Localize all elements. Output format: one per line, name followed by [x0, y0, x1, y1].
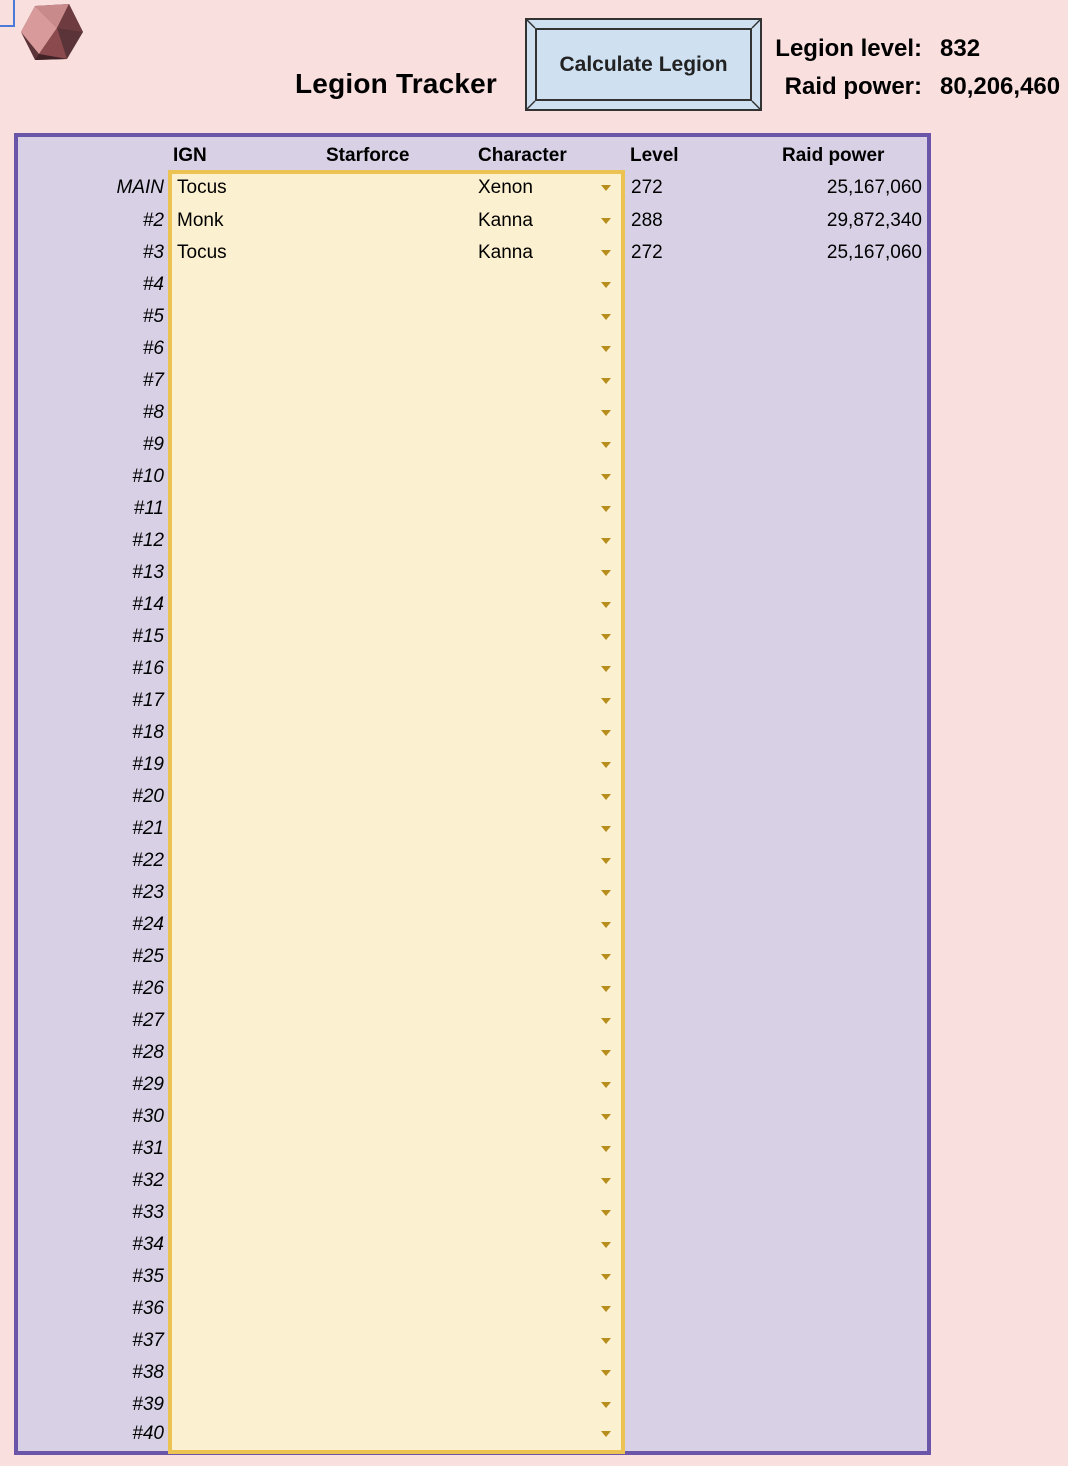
- character-dropdown-arrow[interactable]: [600, 824, 612, 834]
- character-cell[interactable]: Kanna: [478, 210, 533, 231]
- character-dropdown-arrow[interactable]: [600, 440, 612, 450]
- row-label: #19: [132, 754, 164, 775]
- character-dropdown-arrow[interactable]: [600, 1400, 612, 1410]
- dropdown-triangle-icon: [601, 954, 611, 960]
- character-dropdown-arrow[interactable]: [600, 1368, 612, 1378]
- row-label: #21: [132, 818, 164, 839]
- calculate-legion-label: Calculate Legion: [535, 28, 752, 101]
- dropdown-triangle-icon: [601, 1146, 611, 1152]
- row-label: #4: [142, 274, 164, 295]
- row-label: #36: [132, 1298, 164, 1319]
- dropdown-triangle-icon: [601, 1178, 611, 1184]
- dropdown-triangle-icon: [601, 890, 611, 896]
- character-dropdown-arrow[interactable]: [600, 1144, 612, 1154]
- character-dropdown-arrow[interactable]: [600, 1016, 612, 1026]
- dropdown-triangle-icon: [601, 346, 611, 352]
- row-label: #35: [132, 1266, 164, 1287]
- row-label: #20: [132, 786, 164, 807]
- hexagon-logo-icon: [17, 2, 85, 62]
- dropdown-triangle-icon: [601, 826, 611, 832]
- dropdown-triangle-icon: [601, 922, 611, 928]
- page-title: Legion Tracker: [295, 68, 497, 99]
- dropdown-triangle-icon: [601, 794, 611, 800]
- dropdown-triangle-icon: [601, 602, 611, 608]
- row-label: #31: [132, 1138, 164, 1159]
- dropdown-triangle-icon: [601, 570, 611, 576]
- dropdown-triangle-icon: [601, 1082, 611, 1088]
- character-dropdown-arrow[interactable]: [600, 280, 612, 290]
- character-dropdown-arrow[interactable]: [600, 856, 612, 866]
- dropdown-triangle-icon: [601, 1338, 611, 1344]
- dropdown-triangle-icon: [601, 730, 611, 736]
- character-dropdown-arrow[interactable]: [600, 1112, 612, 1122]
- raid-power-label: Raid power:: [784, 73, 922, 100]
- row-label: MAIN: [116, 177, 164, 198]
- row-label: #22: [132, 850, 164, 871]
- dropdown-triangle-icon: [601, 314, 611, 320]
- dropdown-triangle-icon: [601, 538, 611, 544]
- character-dropdown-arrow[interactable]: [600, 696, 612, 706]
- dropdown-triangle-icon: [601, 1242, 611, 1248]
- column-header-level: Level: [630, 145, 679, 166]
- column-header-character: Character: [478, 145, 567, 166]
- input-area: [168, 170, 625, 1454]
- level-cell: 272: [631, 242, 663, 263]
- character-dropdown-arrow[interactable]: [600, 376, 612, 386]
- dropdown-triangle-icon: [601, 986, 611, 992]
- row-label: #18: [132, 722, 164, 743]
- character-dropdown-arrow[interactable]: [600, 183, 612, 193]
- row-label: #11: [133, 498, 164, 519]
- dropdown-triangle-icon: [601, 1050, 611, 1056]
- character-dropdown-arrow[interactable]: [600, 728, 612, 738]
- row-label: #12: [132, 530, 164, 551]
- character-dropdown-arrow[interactable]: [600, 312, 612, 322]
- dropdown-triangle-icon: [601, 634, 611, 640]
- dropdown-triangle-icon: [601, 1431, 611, 1437]
- row-label: #6: [142, 338, 164, 359]
- dropdown-triangle-icon: [601, 410, 611, 416]
- character-dropdown-arrow[interactable]: [600, 344, 612, 354]
- character-dropdown-arrow[interactable]: [600, 408, 612, 418]
- character-dropdown-arrow[interactable]: [600, 600, 612, 610]
- ign-cell[interactable]: Tocus: [177, 177, 227, 198]
- row-label: #16: [132, 658, 164, 679]
- ign-cell[interactable]: Monk: [177, 210, 224, 231]
- column-header-ign: IGN: [173, 145, 207, 166]
- character-dropdown-arrow[interactable]: [600, 1272, 612, 1282]
- ign-cell[interactable]: Tocus: [177, 242, 227, 263]
- dropdown-triangle-icon: [601, 1402, 611, 1408]
- dropdown-triangle-icon: [601, 858, 611, 864]
- row-label: #38: [132, 1362, 164, 1383]
- row-label: #25: [132, 946, 164, 967]
- dropdown-triangle-icon: [601, 1018, 611, 1024]
- dropdown-triangle-icon: [601, 1210, 611, 1216]
- character-dropdown-arrow[interactable]: [600, 952, 612, 962]
- raid-power-cell: 29,872,340: [826, 210, 922, 231]
- row-label: #13: [132, 562, 164, 583]
- character-cell[interactable]: Xenon: [478, 177, 533, 198]
- character-dropdown-arrow[interactable]: [600, 1176, 612, 1186]
- character-dropdown-arrow[interactable]: [600, 216, 612, 226]
- column-header-starforce: Starforce: [326, 145, 410, 166]
- character-dropdown-arrow[interactable]: [600, 472, 612, 482]
- row-label: #28: [132, 1042, 164, 1063]
- dropdown-triangle-icon: [601, 282, 611, 288]
- dropdown-triangle-icon: [601, 1306, 611, 1312]
- dropdown-triangle-icon: [601, 506, 611, 512]
- row-label: #9: [142, 434, 164, 455]
- dropdown-triangle-icon: [601, 185, 611, 191]
- dropdown-triangle-icon: [601, 666, 611, 672]
- row-label: #24: [132, 914, 164, 935]
- row-label: #26: [132, 978, 164, 999]
- character-dropdown-arrow[interactable]: [600, 536, 612, 546]
- character-dropdown-arrow[interactable]: [600, 632, 612, 642]
- row-label: #5: [142, 306, 164, 327]
- column-header-raid-power: Raid power: [782, 145, 885, 166]
- row-label: #3: [142, 242, 164, 263]
- dropdown-triangle-icon: [601, 1274, 611, 1280]
- row-label: #30: [132, 1106, 164, 1127]
- row-label: #17: [132, 690, 164, 711]
- row-label: #39: [132, 1394, 164, 1415]
- row-label: #14: [132, 594, 164, 615]
- raid-power-cell: 25,167,060: [826, 177, 922, 198]
- row-label: #29: [132, 1074, 164, 1095]
- row-label: #2: [142, 210, 164, 231]
- row-label: #27: [132, 1010, 164, 1031]
- legion-level-value: 832: [940, 35, 981, 62]
- character-dropdown-arrow[interactable]: [600, 248, 612, 258]
- dropdown-triangle-icon: [601, 474, 611, 480]
- character-dropdown-arrow[interactable]: [600, 1336, 612, 1346]
- dropdown-triangle-icon: [601, 762, 611, 768]
- row-label: #34: [132, 1234, 164, 1255]
- character-cell[interactable]: Kanna: [478, 242, 533, 263]
- character-dropdown-arrow[interactable]: [600, 760, 612, 770]
- dropdown-triangle-icon: [601, 1114, 611, 1120]
- row-label: #33: [132, 1202, 164, 1223]
- character-dropdown-arrow[interactable]: [600, 888, 612, 898]
- row-label: #23: [132, 882, 164, 903]
- character-dropdown-arrow[interactable]: [600, 504, 612, 514]
- row-label: #15: [132, 626, 164, 647]
- row-label: #10: [132, 466, 164, 487]
- calculate-legion-button[interactable]: [525, 18, 762, 111]
- character-dropdown-arrow[interactable]: [600, 664, 612, 674]
- character-dropdown-arrow[interactable]: [600, 1208, 612, 1218]
- level-cell: 272: [631, 177, 663, 198]
- dropdown-triangle-icon: [601, 442, 611, 448]
- legion-level-label: Legion level:: [775, 35, 922, 62]
- character-dropdown-arrow[interactable]: [600, 1304, 612, 1314]
- cell-selection-corner: [0, 0, 15, 27]
- row-label: #8: [142, 402, 164, 423]
- character-dropdown-arrow[interactable]: [600, 1429, 612, 1439]
- dropdown-triangle-icon: [601, 218, 611, 224]
- character-dropdown-arrow[interactable]: [600, 984, 612, 994]
- row-label: #7: [142, 370, 164, 391]
- dropdown-triangle-icon: [601, 1370, 611, 1376]
- character-dropdown-arrow[interactable]: [600, 568, 612, 578]
- character-dropdown-arrow[interactable]: [600, 792, 612, 802]
- raid-power-value: 80,206,460: [940, 73, 1061, 100]
- legion-stats: [770, 30, 1060, 106]
- character-dropdown-arrow[interactable]: [600, 1240, 612, 1250]
- row-label: #32: [132, 1170, 164, 1191]
- dropdown-triangle-icon: [601, 378, 611, 384]
- row-label: #37: [132, 1330, 164, 1351]
- dropdown-triangle-icon: [601, 250, 611, 256]
- dropdown-triangle-icon: [601, 698, 611, 704]
- character-dropdown-arrow[interactable]: [600, 1080, 612, 1090]
- level-cell: 288: [631, 210, 663, 231]
- row-label: #40: [132, 1423, 164, 1444]
- character-dropdown-arrow[interactable]: [600, 1048, 612, 1058]
- raid-power-cell: 25,167,060: [826, 242, 922, 263]
- character-dropdown-arrow[interactable]: [600, 920, 612, 930]
